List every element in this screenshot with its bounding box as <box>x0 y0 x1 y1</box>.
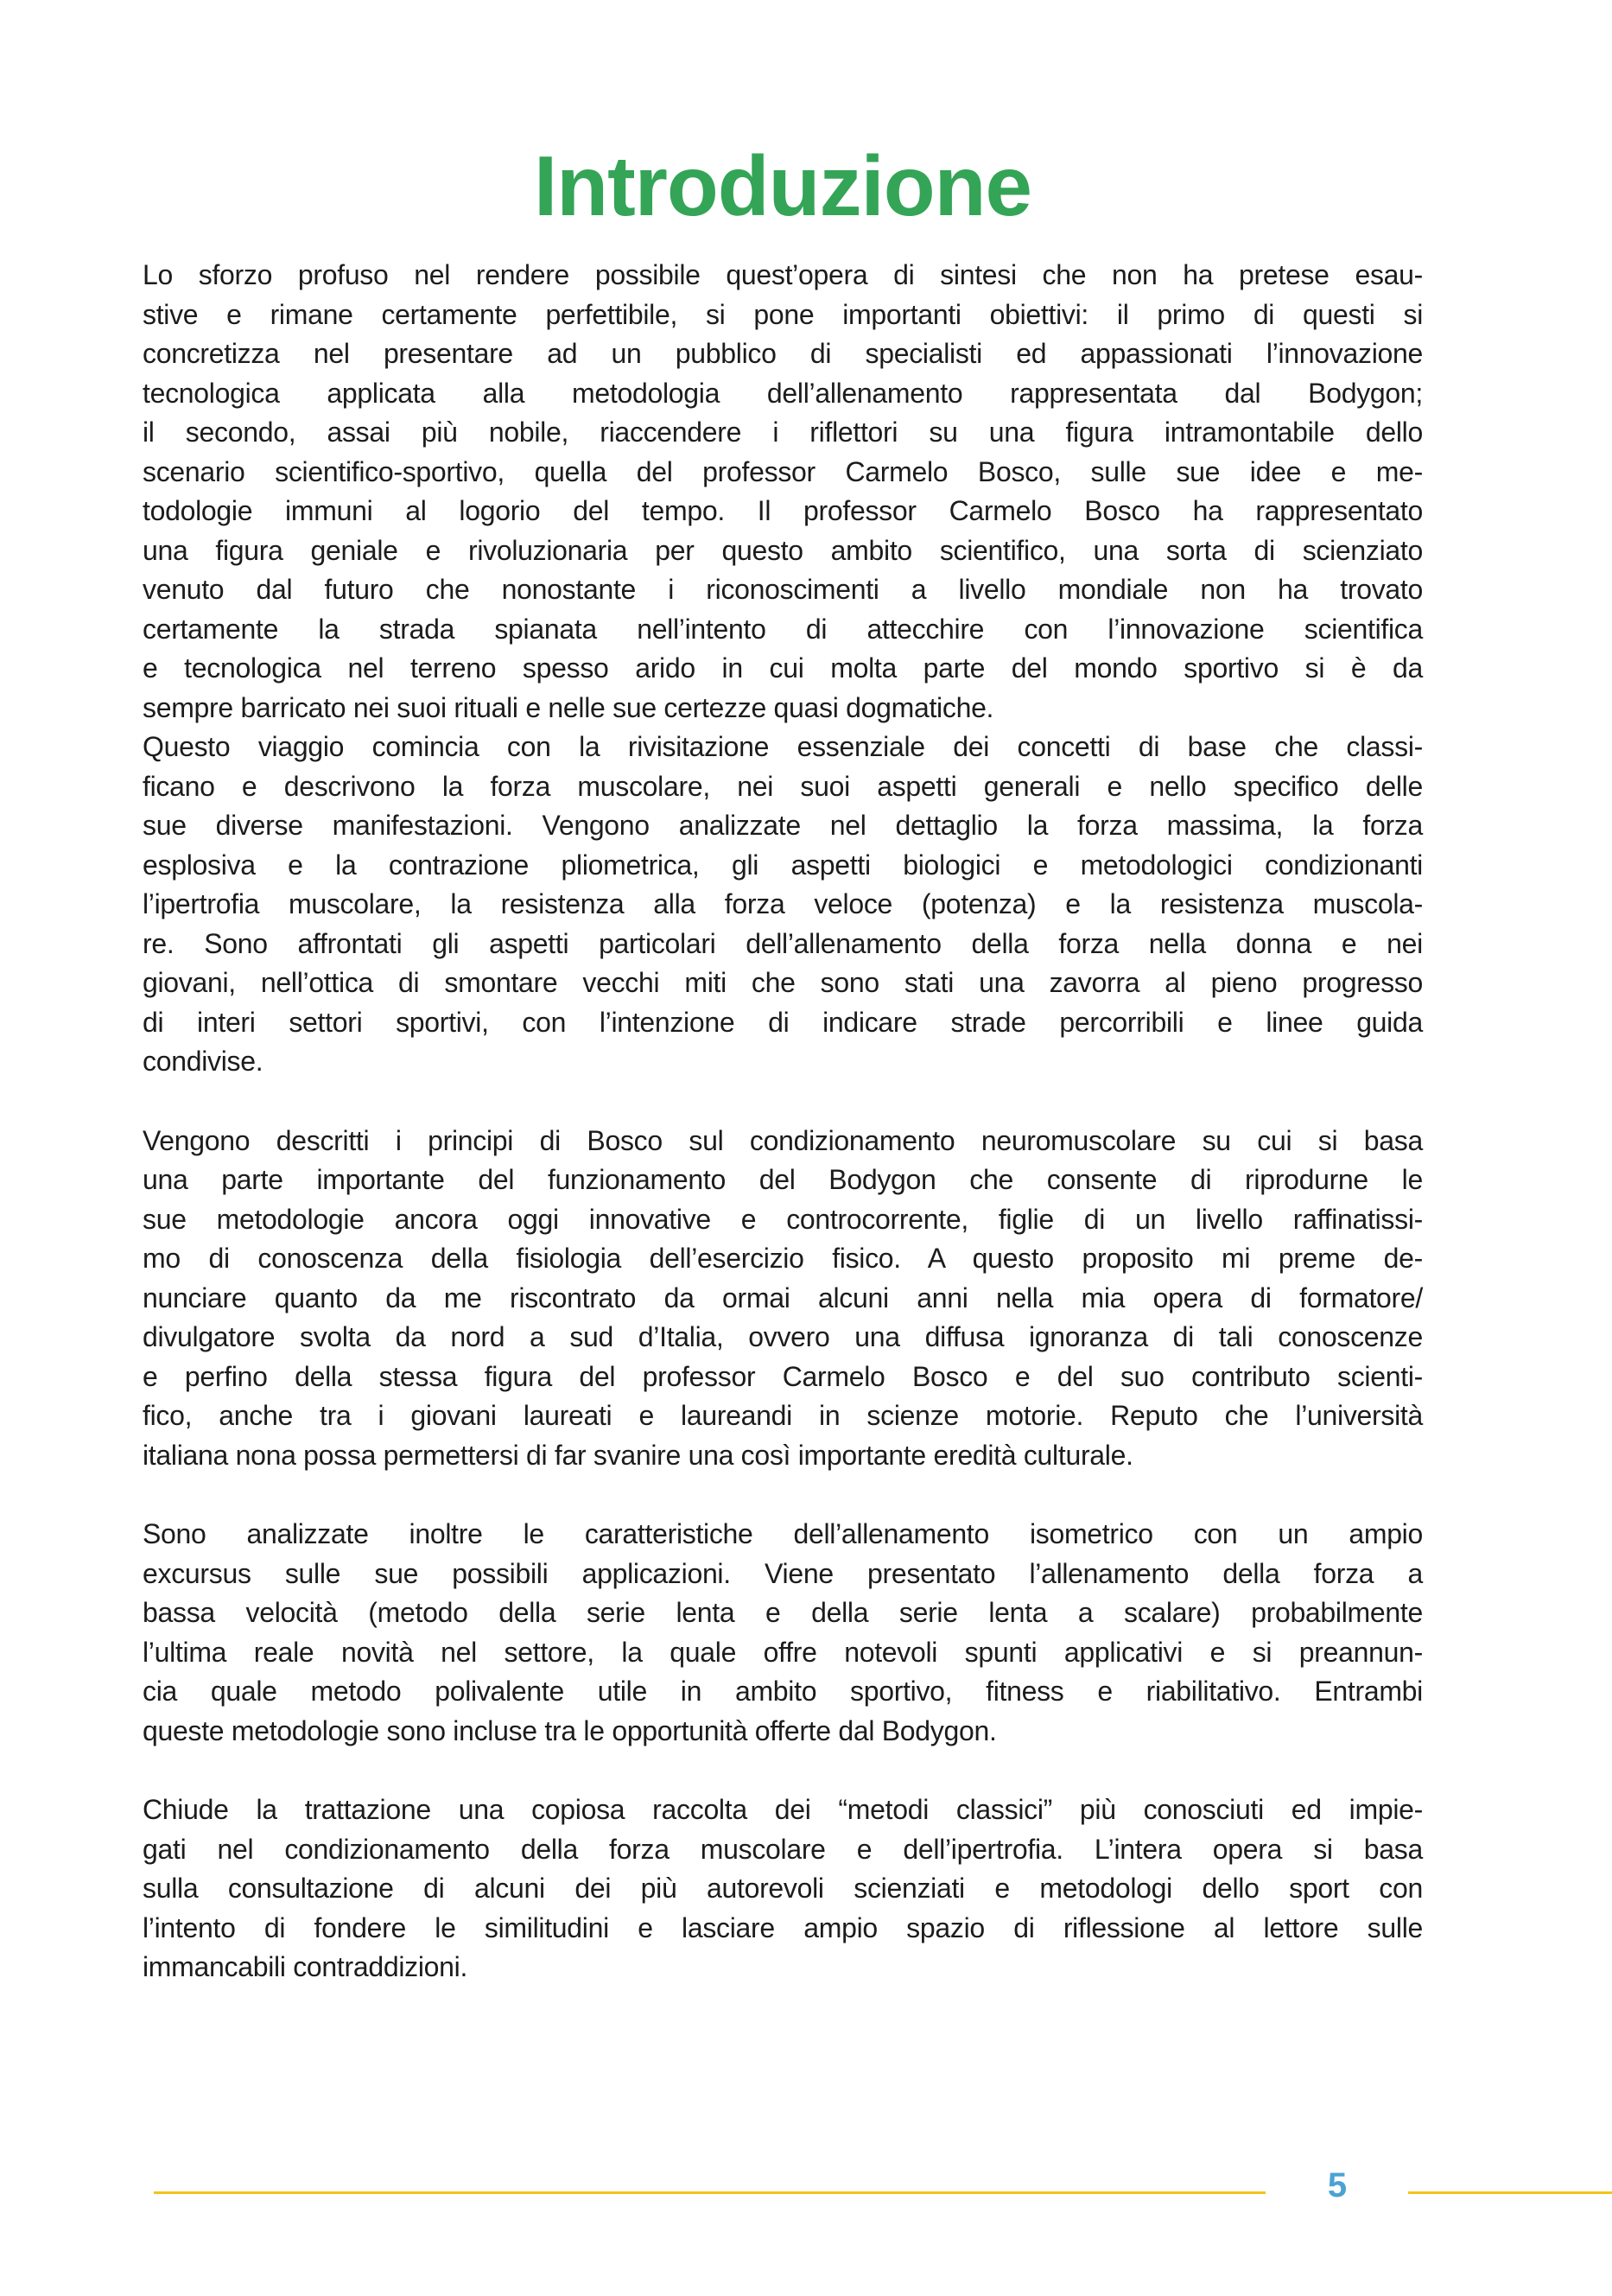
text-line: gati nel condizionamento della forza muscolare e dell’ipertrofia. L’intera opera si basa <box>143 1833 1423 1865</box>
text-line: sulla consultazione di alcuni dei più autorevoli scienziati e metodologi dello sport con <box>143 1873 1423 1904</box>
text-line: e perfino della stessa figura del professor Carmelo Bosco e del suo contributo scienti- <box>143 1360 1423 1392</box>
text-line: Sono analizzate inoltre le caratteristiche dell’allenamento isometrico con un ampio <box>143 1518 1423 1549</box>
paragraph <box>143 728 1423 1082</box>
text-line: mo di conoscenza della fisiologia dell’esercizio fisico. A questo proposito mi preme de- <box>143 1243 1423 1274</box>
text-line: italiana nona possa permettersi di far svanire una così importante eredità culturale. <box>143 1439 1133 1471</box>
text-line: giovani, nell’ottica di smontare vecchi miti che sono stati una zavorra al pieno progresso <box>143 967 1423 998</box>
paragraph <box>143 1790 1423 1988</box>
text-line: venuto dal futuro che nonostante i riconoscimenti a livello mondiale non ha trovato <box>143 574 1423 605</box>
text-line: Chiude la trattazione una copiosa raccolta dei “metodi classici” più conosciuti ed impie- <box>143 1794 1423 1825</box>
page-number: 5 <box>1327 2166 1348 2204</box>
paragraph <box>143 256 1423 728</box>
paragraph <box>143 1122 1423 1476</box>
text-line: sue metodologie ancora oggi innovative e controcorrente, figlie di un livello raffinatissi- <box>143 1203 1423 1235</box>
text-line: nunciare quanto da me riscontrato da ormai alcuni anni nella mia opera di formatore/ <box>143 1282 1423 1313</box>
text-line: una parte importante del funzionamento del Bodygon che consente di riprodurne le <box>143 1164 1423 1195</box>
text-line: il secondo, assai più nobile, riaccendere i riflettori su una figura intramontabile dello <box>143 417 1423 448</box>
text-line: scenario scientifico-sportivo, quella del professor Carmelo Bosco, sulle sue idee e me- <box>143 455 1423 487</box>
text-line: l’intento di fondere le similitudini e lasciare ampio spazio di riflessione al lettore sulle <box>143 1911 1423 1943</box>
text-line: fico, anche tra i giovani laureati e laureandi in scienze motorie. Reputo che l’università <box>143 1400 1423 1431</box>
paragraph <box>143 1515 1423 1751</box>
text-line: re. Sono affrontati gli aspetti particolari dell’allenamento della forza nella donna e nei <box>143 927 1423 959</box>
text-line: l’ultima reale novità nel settore, la quale offre notevoli spunti applicativi e si preannun- <box>143 1636 1423 1668</box>
footer-rule-left <box>154 2191 1266 2194</box>
text-line: divulgatore svolta da nord a sud d’Italia, ovvero una diffusa ignoranza di tali conoscenze <box>143 1321 1423 1352</box>
text-line: Lo sforzo profuso nel rendere possibile quest’opera di sintesi che non ha pretese esau- <box>143 259 1423 290</box>
text-line: stive e rimane certamente perfettibile, si pone importanti obiettivi: il primo di questi si <box>143 298 1423 330</box>
text-line: l’ipertrofia muscolare, la resistenza alla forza veloce (potenza) e la resistenza muscola- <box>143 888 1423 919</box>
text-line: Vengono descritti i principi di Bosco sul condizionamento neuromuscolare su cui si basa <box>143 1124 1423 1156</box>
text-line: di interi settori sportivi, con l’intenzione di indicare strade percorribili e linee guida <box>143 1006 1423 1038</box>
text-line: ficano e descrivono la forza muscolare, nei suoi aspetti generali e nello specifico delle <box>143 770 1423 802</box>
text-line: concretizza nel presentare ad un pubblico di specialisti ed appassionati l’innovazione <box>143 338 1423 369</box>
text-line: esplosiva e la contrazione pliometrica, gli aspetti biologici e metodologici condizionanti <box>143 849 1423 881</box>
body-text <box>143 256 1423 1988</box>
text-line: sue diverse manifestazioni. Vengono analizzate nel dettaglio la forza massima, la forza <box>143 810 1423 841</box>
footer-rule-right <box>1408 2191 1612 2194</box>
text-line: immancabili contraddizioni. <box>143 1951 468 1982</box>
text-line: e tecnologica nel terreno spesso arido in cui molta parte del mondo sportivo si è da <box>143 652 1423 684</box>
text-line: cia quale metodo polivalente utile in ambito sportivo, fitness e riabilitativo. Entrambi <box>143 1676 1423 1707</box>
text-line: excursus sulle sue possibili applicazioni. Viene presentato l’allenamento della forza a <box>143 1557 1423 1589</box>
text-line: una figura geniale e rivoluzionaria per questo ambito scientifico, una sorta di scienziato <box>143 534 1423 566</box>
text-line: Questo viaggio comincia con la rivisitazione essenziale dei concetti di base che classi- <box>143 731 1423 762</box>
page-title: Introduzione <box>534 138 1031 233</box>
text-line: sempre barricato nei suoi rituali e nelle sue certezze quasi dogmatiche. <box>143 691 994 723</box>
text-line: queste metodologie sono incluse tra le opportunità offerte dal Bodygon. <box>143 1714 997 1746</box>
text-line: condivise. <box>143 1046 263 1077</box>
text-line: certamente la strada spianata nell’intento di attecchire con l’innovazione scientifica <box>143 613 1423 645</box>
text-line: tecnologica applicata alla metodologia dell’allenamento rappresentata dal Bodygon; <box>143 377 1423 409</box>
text-line: bassa velocità (metodo della serie lenta e della serie lenta a scalare) probabilmente <box>143 1597 1423 1628</box>
text-line: todologie immuni al logorio del tempo. Il professor Carmelo Bosco ha rappresentato <box>143 495 1423 526</box>
